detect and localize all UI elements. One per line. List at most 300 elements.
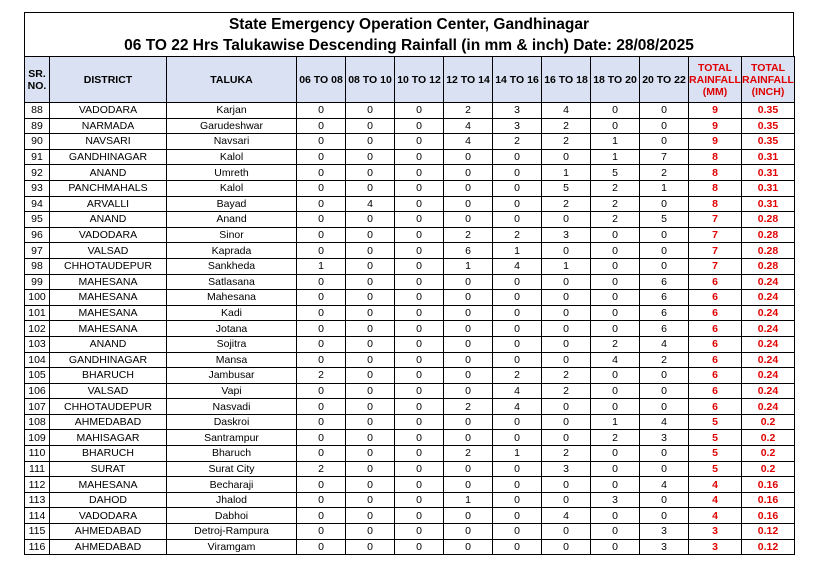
table-row xyxy=(25,336,795,352)
slot-cell: 0 xyxy=(640,243,689,259)
slot-cell: 2 xyxy=(542,368,591,384)
slot-cell: 0 xyxy=(591,446,640,462)
slot-cell: 4 xyxy=(640,414,689,430)
slot-cell: 1 xyxy=(591,149,640,165)
slot-cell: 0 xyxy=(444,383,493,399)
slot-cell: 0 xyxy=(542,539,591,555)
district-cell: NAVSARI xyxy=(50,134,167,150)
district-cell: MAHESANA xyxy=(50,290,167,306)
total-mm-cell: 7 xyxy=(689,258,742,274)
slot-cell: 0 xyxy=(542,399,591,415)
total-mm-cell: 6 xyxy=(689,368,742,384)
slot-cell: 0 xyxy=(444,196,493,212)
slot-header: 10 TO 12 xyxy=(395,57,444,103)
slot-cell: 4 xyxy=(591,352,640,368)
slot-cell: 0 xyxy=(591,305,640,321)
slot-cell: 0 xyxy=(591,368,640,384)
sr-no-header: SR. NO. xyxy=(25,57,50,103)
slot-header: 20 TO 22 xyxy=(640,57,689,103)
slot-cell: 0 xyxy=(297,103,346,119)
table-row xyxy=(25,118,795,134)
total-mm-cell: 3 xyxy=(689,524,742,540)
slot-cell: 0 xyxy=(542,477,591,493)
slot-cell: 1 xyxy=(444,492,493,508)
slot-cell: 0 xyxy=(395,305,444,321)
taluka-cell: Kalol xyxy=(167,149,297,165)
slot-cell: 0 xyxy=(346,524,395,540)
slot-cell: 0 xyxy=(591,258,640,274)
total-mm-cell: 6 xyxy=(689,274,742,290)
sr-no-cell: 91 xyxy=(25,149,50,165)
district-cell: MAHESANA xyxy=(50,477,167,493)
slot-cell: 0 xyxy=(346,430,395,446)
slot-cell: 6 xyxy=(444,243,493,259)
slot-cell: 1 xyxy=(542,258,591,274)
total-inch-cell: 0.24 xyxy=(742,274,795,290)
slot-cell: 0 xyxy=(395,352,444,368)
slot-cell: 0 xyxy=(297,134,346,150)
slot-cell: 0 xyxy=(346,149,395,165)
slot-cell: 1 xyxy=(542,165,591,181)
slot-cell: 1 xyxy=(493,243,542,259)
sr-no-cell: 112 xyxy=(25,477,50,493)
slot-cell: 0 xyxy=(395,134,444,150)
slot-cell: 0 xyxy=(297,477,346,493)
sr-no-cell: 103 xyxy=(25,336,50,352)
slot-cell: 0 xyxy=(493,477,542,493)
sr-no-cell: 99 xyxy=(25,274,50,290)
total-inch-cell: 0.2 xyxy=(742,446,795,462)
sr-no-cell: 109 xyxy=(25,430,50,446)
taluka-cell: Anand xyxy=(167,212,297,228)
slot-cell: 4 xyxy=(493,399,542,415)
slot-cell: 0 xyxy=(591,290,640,306)
slot-cell: 4 xyxy=(493,258,542,274)
total-inch-cell: 0.24 xyxy=(742,290,795,306)
slot-cell: 3 xyxy=(640,430,689,446)
district-cell: ARVALLI xyxy=(50,196,167,212)
slot-cell: 0 xyxy=(346,492,395,508)
slot-cell: 1 xyxy=(297,258,346,274)
report-title: State Emergency Operation Center, Gandhinagar xyxy=(228,16,590,33)
sr-no-cell: 106 xyxy=(25,383,50,399)
slot-cell: 0 xyxy=(395,368,444,384)
slot-cell: 0 xyxy=(444,321,493,337)
slot-cell: 2 xyxy=(444,227,493,243)
slot-cell: 0 xyxy=(346,305,395,321)
slot-cell: 0 xyxy=(395,212,444,228)
slot-cell: 0 xyxy=(395,165,444,181)
slot-cell: 0 xyxy=(591,461,640,477)
total-mm-cell: 6 xyxy=(689,321,742,337)
slot-cell: 0 xyxy=(640,134,689,150)
slot-cell: 0 xyxy=(493,305,542,321)
slot-cell: 0 xyxy=(346,290,395,306)
slot-cell: 2 xyxy=(591,180,640,196)
slot-cell: 0 xyxy=(297,274,346,290)
taluka-cell: Satlasana xyxy=(167,274,297,290)
sr-no-cell: 95 xyxy=(25,212,50,228)
slot-cell: 0 xyxy=(444,477,493,493)
slot-cell: 3 xyxy=(640,539,689,555)
total-inch-cell: 0.12 xyxy=(742,524,795,540)
slot-cell: 4 xyxy=(346,196,395,212)
report-title-block xyxy=(24,12,794,56)
slot-cell: 5 xyxy=(591,165,640,181)
slot-header: 14 TO 16 xyxy=(493,57,542,103)
slot-cell: 0 xyxy=(395,336,444,352)
slot-header: 16 TO 18 xyxy=(542,57,591,103)
district-cell: BHARUCH xyxy=(50,368,167,384)
table-row xyxy=(25,321,795,337)
taluka-cell: Mahesana xyxy=(167,290,297,306)
taluka-cell: Karjan xyxy=(167,103,297,119)
slot-cell: 0 xyxy=(444,305,493,321)
taluka-cell: Kaprada xyxy=(167,243,297,259)
total-inch-cell: 0.24 xyxy=(742,336,795,352)
table-row xyxy=(25,383,795,399)
slot-cell: 0 xyxy=(493,290,542,306)
slot-cell: 0 xyxy=(395,149,444,165)
slot-cell: 0 xyxy=(493,430,542,446)
taluka-cell: Garudeshwar xyxy=(167,118,297,134)
slot-cell: 3 xyxy=(493,118,542,134)
slot-cell: 0 xyxy=(346,461,395,477)
slot-cell: 6 xyxy=(640,290,689,306)
slot-cell: 0 xyxy=(640,508,689,524)
slot-cell: 0 xyxy=(346,180,395,196)
slot-cell: 0 xyxy=(395,477,444,493)
slot-cell: 2 xyxy=(493,368,542,384)
table-row xyxy=(25,103,795,119)
district-header: DISTRICT xyxy=(50,57,167,103)
total-inch-cell: 0.2 xyxy=(742,461,795,477)
slot-cell: 0 xyxy=(346,539,395,555)
slot-cell: 0 xyxy=(493,492,542,508)
slot-cell: 0 xyxy=(395,539,444,555)
slot-cell: 1 xyxy=(591,414,640,430)
slot-cell: 2 xyxy=(297,461,346,477)
slot-cell: 0 xyxy=(297,212,346,228)
slot-cell: 0 xyxy=(542,290,591,306)
slot-cell: 0 xyxy=(640,399,689,415)
slot-cell: 0 xyxy=(591,539,640,555)
slot-cell: 0 xyxy=(346,414,395,430)
slot-cell: 0 xyxy=(346,103,395,119)
slot-cell: 0 xyxy=(297,414,346,430)
total-inch-cell: 0.24 xyxy=(742,352,795,368)
table-row xyxy=(25,352,795,368)
slot-cell: 0 xyxy=(591,383,640,399)
slot-cell: 0 xyxy=(493,414,542,430)
total-mm-cell: 7 xyxy=(689,212,742,228)
total-mm-cell: 9 xyxy=(689,118,742,134)
slot-cell: 0 xyxy=(542,212,591,228)
slot-cell: 0 xyxy=(542,305,591,321)
slot-cell: 0 xyxy=(395,414,444,430)
total-mm-cell: 6 xyxy=(689,399,742,415)
slot-cell: 0 xyxy=(395,243,444,259)
slot-cell: 2 xyxy=(297,368,346,384)
district-cell: ANAND xyxy=(50,336,167,352)
slot-header: 08 TO 10 xyxy=(346,57,395,103)
slot-cell: 0 xyxy=(640,446,689,462)
slot-cell: 0 xyxy=(444,539,493,555)
district-cell: GANDHINAGAR xyxy=(50,352,167,368)
slot-cell: 5 xyxy=(542,180,591,196)
total-inch-cell: 0.35 xyxy=(742,103,795,119)
slot-cell: 0 xyxy=(346,352,395,368)
slot-cell: 0 xyxy=(591,274,640,290)
total-mm-cell: 5 xyxy=(689,446,742,462)
slot-cell: 0 xyxy=(297,383,346,399)
total-mm-cell: 7 xyxy=(689,227,742,243)
sr-no-cell: 98 xyxy=(25,258,50,274)
slot-cell: 0 xyxy=(395,290,444,306)
slot-cell: 0 xyxy=(346,212,395,228)
table-row xyxy=(25,539,795,555)
slot-cell: 0 xyxy=(395,196,444,212)
total-mm-cell: 4 xyxy=(689,508,742,524)
slot-cell: 0 xyxy=(297,290,346,306)
sr-no-cell: 108 xyxy=(25,414,50,430)
total-mm-cell: 8 xyxy=(689,196,742,212)
slot-cell: 0 xyxy=(395,461,444,477)
table-row xyxy=(25,305,795,321)
slot-cell: 7 xyxy=(640,149,689,165)
total-mm-cell: 6 xyxy=(689,336,742,352)
slot-cell: 0 xyxy=(493,336,542,352)
slot-cell: 0 xyxy=(346,446,395,462)
slot-cell: 0 xyxy=(346,477,395,493)
district-cell: NARMADA xyxy=(50,118,167,134)
sr-no-cell: 92 xyxy=(25,165,50,181)
slot-cell: 2 xyxy=(493,227,542,243)
slot-cell: 0 xyxy=(395,524,444,540)
slot-cell: 0 xyxy=(395,399,444,415)
slot-cell: 0 xyxy=(640,461,689,477)
slot-cell: 0 xyxy=(640,368,689,384)
slot-cell: 0 xyxy=(444,274,493,290)
sr-no-cell: 111 xyxy=(25,461,50,477)
rainfall-report-sheet xyxy=(24,12,794,555)
slot-cell: 0 xyxy=(591,103,640,119)
total-mm-cell: 5 xyxy=(689,461,742,477)
slot-cell: 0 xyxy=(542,336,591,352)
total-inch-cell: 0.24 xyxy=(742,399,795,415)
slot-cell: 0 xyxy=(297,196,346,212)
slot-cell: 0 xyxy=(640,118,689,134)
total-inch-cell: 0.12 xyxy=(742,539,795,555)
total-mm-cell: 4 xyxy=(689,477,742,493)
slot-cell: 2 xyxy=(591,336,640,352)
district-cell: AHMEDABAD xyxy=(50,539,167,555)
table-row xyxy=(25,180,795,196)
slot-cell: 0 xyxy=(395,274,444,290)
slot-cell: 0 xyxy=(346,336,395,352)
total-inch-cell: 0.24 xyxy=(742,305,795,321)
slot-header: 06 TO 08 xyxy=(297,57,346,103)
slot-cell: 0 xyxy=(591,321,640,337)
total-mm-cell: 6 xyxy=(689,352,742,368)
slot-header: 12 TO 14 xyxy=(444,57,493,103)
slot-cell: 0 xyxy=(591,477,640,493)
slot-cell: 0 xyxy=(493,352,542,368)
district-cell: MAHISAGAR xyxy=(50,430,167,446)
table-row xyxy=(25,430,795,446)
total-mm-cell: 8 xyxy=(689,165,742,181)
district-cell: VALSAD xyxy=(50,383,167,399)
slot-cell: 0 xyxy=(297,227,346,243)
slot-cell: 4 xyxy=(444,134,493,150)
taluka-cell: Jhalod xyxy=(167,492,297,508)
district-cell: CHHOTAUDEPUR xyxy=(50,399,167,415)
slot-cell: 0 xyxy=(297,399,346,415)
slot-cell: 0 xyxy=(297,321,346,337)
table-row xyxy=(25,477,795,493)
slot-cell: 0 xyxy=(346,508,395,524)
slot-cell: 4 xyxy=(542,103,591,119)
slot-cell: 3 xyxy=(640,524,689,540)
taluka-cell: Sojitra xyxy=(167,336,297,352)
taluka-cell: Detroj-Rampura xyxy=(167,524,297,540)
slot-cell: 0 xyxy=(297,118,346,134)
slot-cell: 0 xyxy=(640,383,689,399)
slot-cell: 0 xyxy=(346,399,395,415)
sr-no-cell: 113 xyxy=(25,492,50,508)
district-cell: ANAND xyxy=(50,165,167,181)
district-cell: ANAND xyxy=(50,212,167,228)
total-mm-cell: 5 xyxy=(689,430,742,446)
total-mm-cell: 8 xyxy=(689,149,742,165)
sr-no-cell: 97 xyxy=(25,243,50,259)
rainfall-table xyxy=(24,56,795,555)
slot-cell: 2 xyxy=(493,134,542,150)
slot-cell: 0 xyxy=(444,149,493,165)
total-inch-cell: 0.2 xyxy=(742,414,795,430)
district-cell: VALSAD xyxy=(50,243,167,259)
slot-cell: 2 xyxy=(542,196,591,212)
total-inch-cell: 0.28 xyxy=(742,258,795,274)
slot-cell: 2 xyxy=(542,383,591,399)
table-row xyxy=(25,446,795,462)
slot-cell: 0 xyxy=(444,414,493,430)
total-inch-cell: 0.16 xyxy=(742,477,795,493)
slot-cell: 0 xyxy=(493,180,542,196)
slot-cell: 0 xyxy=(493,274,542,290)
taluka-cell: Dabhoi xyxy=(167,508,297,524)
slot-cell: 0 xyxy=(444,290,493,306)
taluka-cell: Mansa xyxy=(167,352,297,368)
sr-no-cell: 115 xyxy=(25,524,50,540)
slot-cell: 0 xyxy=(591,243,640,259)
slot-cell: 0 xyxy=(493,321,542,337)
slot-cell: 6 xyxy=(640,321,689,337)
table-header-row xyxy=(25,57,795,103)
slot-cell: 2 xyxy=(542,118,591,134)
slot-cell: 3 xyxy=(542,227,591,243)
table-row xyxy=(25,399,795,415)
slot-cell: 2 xyxy=(591,212,640,228)
total-mm-cell: 5 xyxy=(689,414,742,430)
total-mm-cell: 9 xyxy=(689,134,742,150)
slot-cell: 2 xyxy=(640,165,689,181)
slot-cell: 0 xyxy=(493,212,542,228)
slot-cell: 0 xyxy=(346,368,395,384)
district-cell: AHMEDABAD xyxy=(50,414,167,430)
total-inch-header: TOTAL RAINFALL (INCH) xyxy=(742,57,795,103)
slot-cell: 0 xyxy=(444,212,493,228)
table-row xyxy=(25,508,795,524)
slot-cell: 5 xyxy=(640,212,689,228)
taluka-cell: Sinor xyxy=(167,227,297,243)
district-cell: VADODARA xyxy=(50,103,167,119)
sr-no-cell: 116 xyxy=(25,539,50,555)
slot-cell: 6 xyxy=(640,274,689,290)
slot-cell: 0 xyxy=(542,274,591,290)
sr-no-cell: 93 xyxy=(25,180,50,196)
slot-cell: 2 xyxy=(444,103,493,119)
slot-cell: 0 xyxy=(297,243,346,259)
slot-cell: 0 xyxy=(395,446,444,462)
slot-cell: 0 xyxy=(395,430,444,446)
district-cell: AHMEDABAD xyxy=(50,524,167,540)
slot-cell: 0 xyxy=(493,149,542,165)
taluka-cell: Kalol xyxy=(167,180,297,196)
sr-no-cell: 96 xyxy=(25,227,50,243)
total-inch-cell: 0.2 xyxy=(742,430,795,446)
table-row xyxy=(25,196,795,212)
slot-cell: 1 xyxy=(640,180,689,196)
sr-no-cell: 101 xyxy=(25,305,50,321)
taluka-header: TALUKA xyxy=(167,57,297,103)
slot-cell: 0 xyxy=(395,118,444,134)
total-mm-header: TOTAL RAINFALL (MM) xyxy=(689,57,742,103)
slot-cell: 0 xyxy=(493,524,542,540)
sr-no-cell: 100 xyxy=(25,290,50,306)
total-inch-cell: 0.31 xyxy=(742,196,795,212)
total-inch-cell: 0.31 xyxy=(742,165,795,181)
table-row xyxy=(25,243,795,259)
total-inch-cell: 0.31 xyxy=(742,149,795,165)
slot-cell: 4 xyxy=(493,383,542,399)
slot-cell: 0 xyxy=(395,383,444,399)
taluka-cell: Bharuch xyxy=(167,446,297,462)
total-inch-cell: 0.35 xyxy=(742,134,795,150)
slot-cell: 0 xyxy=(493,508,542,524)
slot-cell: 0 xyxy=(444,430,493,446)
slot-cell: 0 xyxy=(346,227,395,243)
district-cell: BHARUCH xyxy=(50,446,167,462)
total-inch-cell: 0.16 xyxy=(742,492,795,508)
taluka-cell: Santrampur xyxy=(167,430,297,446)
slot-cell: 0 xyxy=(297,524,346,540)
district-cell: PANCHMAHALS xyxy=(50,180,167,196)
taluka-cell: Navsari xyxy=(167,134,297,150)
district-cell: VADODARA xyxy=(50,227,167,243)
table-row xyxy=(25,274,795,290)
taluka-cell: Bayad xyxy=(167,196,297,212)
slot-cell: 3 xyxy=(493,103,542,119)
total-mm-cell: 3 xyxy=(689,539,742,555)
table-row xyxy=(25,134,795,150)
table-row xyxy=(25,149,795,165)
slot-cell: 2 xyxy=(591,430,640,446)
slot-cell: 0 xyxy=(493,165,542,181)
slot-cell: 2 xyxy=(542,446,591,462)
total-mm-cell: 6 xyxy=(689,305,742,321)
taluka-cell: Nasvadi xyxy=(167,399,297,415)
